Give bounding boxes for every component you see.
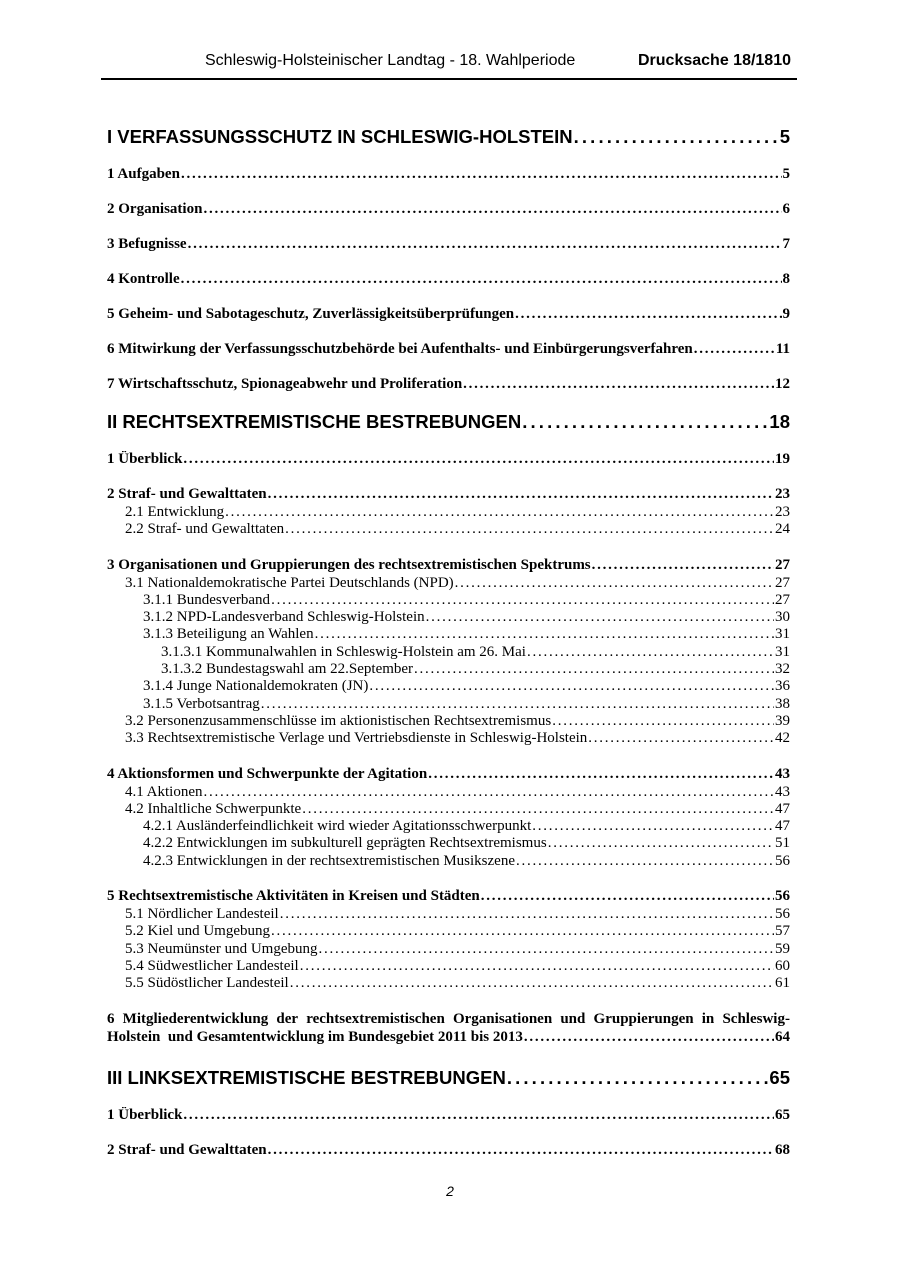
toc-entry-title: 3 Organisationen und Gruppierungen des rechtsextremistischen Spektrums bbox=[107, 556, 591, 573]
toc-leader-dots bbox=[181, 166, 782, 183]
toc-leader-dots bbox=[318, 941, 774, 958]
toc-leader-dots bbox=[268, 486, 774, 503]
toc-subsection[interactable] bbox=[107, 575, 790, 592]
header-doc-number: Drucksache 18/1810 bbox=[638, 52, 791, 69]
toc-leader-dots bbox=[428, 766, 774, 783]
toc-leader-dots bbox=[302, 801, 774, 818]
toc-leader-dots bbox=[268, 1142, 774, 1159]
toc-subsection[interactable] bbox=[107, 730, 790, 747]
toc-section[interactable] bbox=[107, 306, 790, 324]
toc-entry-title: 3.1 Nationaldemokratische Partei Deutschlands (NPD) bbox=[125, 574, 454, 591]
toc-entry-page: 31 bbox=[775, 626, 790, 643]
toc-section[interactable] bbox=[107, 486, 790, 504]
toc-wrapped-word: und bbox=[560, 1010, 586, 1027]
toc-entry-title: 3.1.3.2 Bundestagswahl am 22.September bbox=[161, 661, 414, 678]
toc-leader-dots bbox=[369, 678, 774, 695]
toc-wrapped-word: der bbox=[276, 1010, 299, 1027]
toc-section[interactable] bbox=[107, 341, 790, 359]
toc-chapter[interactable] bbox=[107, 411, 790, 435]
toc-subsection[interactable] bbox=[107, 906, 790, 923]
toc-wrapped-word: Gruppierungen bbox=[593, 1010, 694, 1027]
toc-entry-title: 4.2.2 Entwicklungen im subkulturell geprägten Rechtsextremismus bbox=[143, 835, 547, 852]
toc-entry-title: 4.2.1 Ausländerfeindlichkeit wird wieder Agitationsschwerpunkt bbox=[143, 818, 532, 835]
toc-entry-title: 1 Überblick bbox=[107, 451, 183, 467]
toc-entry-page: 43 bbox=[775, 783, 790, 800]
toc-entry-page: 32 bbox=[775, 661, 790, 678]
toc-subsection[interactable] bbox=[107, 923, 790, 940]
toc-leader-dots bbox=[463, 376, 774, 393]
toc-leader-dots bbox=[524, 1029, 774, 1046]
toc-entry-title: I VERFASSUNGSSCHUTZ IN SCHLESWIG-HOLSTEIN bbox=[107, 126, 573, 147]
toc-leader-dots bbox=[481, 888, 774, 905]
toc-entry-title: 3.2 Personenzusammenschlüsse im aktionistischen Rechtsextremismus bbox=[125, 712, 552, 729]
toc-entry-title: 3.1.5 Verbotsantrag bbox=[143, 695, 260, 712]
toc-subsection[interactable] bbox=[107, 853, 790, 870]
toc-section[interactable] bbox=[107, 376, 790, 394]
toc-entry-title: 5.4 Südwestlicher Landesteil bbox=[125, 957, 299, 974]
toc-chapter[interactable] bbox=[107, 126, 790, 150]
toc-entry-page: 68 bbox=[775, 1141, 790, 1158]
toc-section[interactable] bbox=[107, 166, 790, 184]
toc-leader-dots bbox=[507, 1067, 769, 1089]
toc-subsection[interactable] bbox=[107, 644, 790, 661]
toc-entry-page: 51 bbox=[775, 835, 790, 852]
toc-wrapped-word: Schleswig- bbox=[722, 1010, 790, 1027]
toc-subsection[interactable] bbox=[107, 801, 790, 818]
toc-leader-dots bbox=[515, 306, 781, 323]
toc-entry-page: 18 bbox=[769, 411, 790, 432]
toc-entry-page: 59 bbox=[775, 940, 790, 957]
toc-entry-page: 12 bbox=[775, 376, 790, 392]
toc-leader-dots bbox=[574, 126, 779, 148]
toc-entry-title: 5 Geheim- und Sabotageschutz, Zuverlässigkeitsüberprüfungen bbox=[107, 306, 515, 322]
toc-section-wrapped[interactable] bbox=[107, 1011, 790, 1047]
toc-entry-page: 56 bbox=[775, 906, 790, 923]
toc-entry-page: 38 bbox=[775, 695, 790, 712]
toc-entry-page: 57 bbox=[775, 923, 790, 940]
toc-entry-title: 1 Aufgaben bbox=[107, 166, 180, 182]
toc-entry-title: 2 Straf- und Gewalttaten bbox=[107, 486, 267, 502]
toc-entry-title: 3.1.4 Junge Nationaldemokraten (JN) bbox=[143, 678, 369, 695]
toc-entry-page: 64 bbox=[775, 1028, 790, 1045]
toc-leader-dots bbox=[225, 504, 774, 521]
toc-entry-page: 43 bbox=[775, 765, 790, 782]
toc-leader-dots bbox=[592, 557, 774, 574]
header-title: Schleswig-Holsteinischer Landtag - 18. Wahlperiode bbox=[205, 52, 576, 69]
toc-leader-dots bbox=[552, 713, 774, 730]
toc-entry-title: 7 Wirtschaftsschutz, Spionageabwehr und Proliferation bbox=[107, 376, 463, 392]
toc-subsection[interactable] bbox=[107, 609, 790, 626]
toc-wrapped-line-2 bbox=[107, 1029, 790, 1047]
toc-leader-dots bbox=[414, 661, 774, 678]
toc-leader-dots bbox=[426, 609, 774, 626]
toc-entry-page: 11 bbox=[775, 341, 790, 357]
toc-entry-title: 5.1 Nördlicher Landesteil bbox=[125, 906, 279, 923]
toc-subsection[interactable] bbox=[107, 521, 790, 538]
toc-section[interactable] bbox=[107, 766, 790, 784]
toc-section[interactable] bbox=[107, 451, 790, 469]
toc-entry-page: 8 bbox=[782, 271, 790, 287]
toc-leader-dots bbox=[188, 236, 782, 253]
toc-entry-title: Holstein und Gesamtentwicklung im Bundesgebiet 2011 bis 2013 bbox=[107, 1028, 523, 1045]
toc-entry-page: 27 bbox=[775, 591, 790, 608]
toc-section[interactable] bbox=[107, 236, 790, 254]
toc-subsection[interactable] bbox=[107, 678, 790, 695]
toc-entry-page: 7 bbox=[782, 236, 790, 252]
page-number: 2 bbox=[446, 1183, 454, 1199]
toc-entry-page: 65 bbox=[775, 1106, 790, 1123]
toc-entry-title: 6 Mitwirkung der Verfassungsschutzbehörde bei Aufenthalts- und Einbürgerungsverfahren bbox=[107, 341, 693, 357]
toc-entry-page: 65 bbox=[769, 1066, 790, 1088]
toc-entry-page: 39 bbox=[775, 712, 790, 729]
toc-entry-title: 3.1.2 NPD-Landesverband Schleswig-Holstein bbox=[143, 609, 425, 626]
toc-wrapped-word: Organisationen bbox=[452, 1010, 553, 1027]
toc-entry-title: 5.5 Südöstlicher Landesteil bbox=[125, 975, 289, 992]
toc-entry-page: 60 bbox=[775, 957, 790, 974]
toc-entry-page: 6 bbox=[782, 201, 790, 217]
toc-leader-dots bbox=[694, 341, 775, 358]
toc-entry-title: 2.1 Entwicklung bbox=[125, 504, 225, 520]
toc-wrapped-number: 6 bbox=[107, 1010, 115, 1027]
toc-leader-dots bbox=[588, 730, 774, 747]
toc-subsection[interactable] bbox=[107, 835, 790, 852]
toc-leader-dots bbox=[548, 835, 774, 852]
toc-section[interactable] bbox=[107, 201, 790, 219]
page-header bbox=[101, 50, 797, 80]
toc-entry-title: 3 Befugnisse bbox=[107, 236, 187, 252]
toc-leader-dots bbox=[183, 451, 774, 468]
toc-chapter[interactable] bbox=[107, 1067, 790, 1091]
toc-entry-page: 5 bbox=[782, 166, 790, 182]
toc-entry-title: 3.1.3.1 Kommunalwahlen in Schleswig-Holstein am 26. Mai bbox=[161, 643, 526, 660]
toc-entry-page: 27 bbox=[775, 574, 790, 591]
toc-subsection[interactable] bbox=[107, 696, 790, 713]
toc-leader-dots bbox=[300, 958, 774, 975]
toc-leader-dots bbox=[181, 271, 782, 288]
toc-entry-page: 42 bbox=[775, 730, 790, 747]
toc-leader-dots bbox=[271, 592, 774, 609]
toc-entry-title: 4 Kontrolle bbox=[107, 271, 180, 287]
toc-leader-dots bbox=[203, 201, 781, 218]
toc-leader-dots bbox=[183, 1107, 774, 1124]
toc-entry-page: 31 bbox=[775, 643, 790, 660]
toc-leader-dots bbox=[315, 626, 774, 643]
toc-leader-dots bbox=[455, 575, 774, 592]
toc-leader-dots bbox=[285, 521, 774, 538]
toc-entry-page: 47 bbox=[775, 800, 790, 817]
toc-subsection[interactable] bbox=[107, 713, 790, 730]
toc-wrapped-word: in bbox=[701, 1010, 715, 1027]
toc-leader-dots bbox=[261, 696, 774, 713]
table-of-contents bbox=[107, 126, 790, 1177]
toc-entry-title: 4.2 Inhaltliche Schwerpunkte bbox=[125, 800, 302, 817]
toc-entry-title: 4.2.3 Entwicklungen in der rechtsextremistischen Musikszene bbox=[143, 852, 515, 869]
toc-entry-title: 4.1 Aktionen bbox=[125, 783, 203, 800]
toc-entry-page: 36 bbox=[775, 678, 790, 695]
toc-entry-title: 2 Straf- und Gewalttaten bbox=[107, 1141, 267, 1158]
toc-entry-page: 19 bbox=[775, 451, 790, 467]
toc-subsection[interactable] bbox=[107, 941, 790, 958]
toc-wrapped-word: rechtsextremistischen bbox=[306, 1010, 445, 1027]
toc-entry-title: 2.2 Straf- und Gewalttaten bbox=[125, 521, 285, 538]
toc-entry-page: 56 bbox=[775, 852, 790, 869]
toc-section[interactable] bbox=[107, 1107, 790, 1125]
toc-entry-title: 1 Überblick bbox=[107, 1106, 183, 1123]
toc-section[interactable] bbox=[107, 888, 790, 906]
toc-entry-title: 4 Aktionsformen und Schwerpunkte der Agitation bbox=[107, 765, 428, 782]
toc-section[interactable] bbox=[107, 1142, 790, 1160]
toc-leader-dots bbox=[522, 411, 768, 433]
toc-entry-title: 5.2 Kiel und Umgebung bbox=[125, 923, 270, 940]
toc-leader-dots bbox=[516, 853, 774, 870]
toc-subsection[interactable] bbox=[107, 818, 790, 835]
toc-entry-title: 3.3 Rechtsextremistische Verlage und Vertriebsdienste in Schleswig-Holstein bbox=[125, 730, 588, 747]
toc-wrapped-line-1 bbox=[107, 1011, 790, 1029]
toc-section[interactable] bbox=[107, 557, 790, 575]
toc-entry-title: 3.1.1 Bundesverband bbox=[143, 591, 271, 608]
toc-leader-dots bbox=[280, 906, 774, 923]
toc-entry-title: 2 Organisation bbox=[107, 201, 203, 217]
toc-entry-page: 61 bbox=[775, 975, 790, 992]
toc-entry-page: 24 bbox=[775, 521, 790, 538]
toc-leader-dots bbox=[271, 923, 774, 940]
toc-wrapped-word: Mitgliederentwicklung bbox=[122, 1010, 269, 1027]
toc-entry-page: 56 bbox=[775, 888, 790, 905]
toc-entry-page: 5 bbox=[779, 126, 790, 147]
toc-entry-page: 30 bbox=[775, 609, 790, 626]
toc-subsection[interactable] bbox=[107, 504, 790, 521]
toc-entry-title: 5 Rechtsextremistische Aktivitäten in Kreisen und Städten bbox=[107, 888, 480, 905]
toc-subsection[interactable] bbox=[107, 661, 790, 678]
toc-leader-dots bbox=[527, 644, 774, 661]
toc-section[interactable] bbox=[107, 271, 790, 289]
toc-entry-page: 23 bbox=[775, 504, 790, 520]
toc-leader-dots bbox=[290, 975, 774, 992]
toc-entry-page: 27 bbox=[775, 556, 790, 573]
toc-subsection[interactable] bbox=[107, 958, 790, 975]
toc-entry-title: 5.3 Neumünster und Umgebung bbox=[125, 940, 318, 957]
toc-subsection[interactable] bbox=[107, 626, 790, 643]
toc-leader-dots bbox=[204, 784, 775, 801]
toc-subsection[interactable] bbox=[107, 784, 790, 801]
toc-leader-dots bbox=[532, 818, 774, 835]
toc-entry-page: 47 bbox=[775, 818, 790, 835]
toc-entry-page: 23 bbox=[775, 486, 790, 502]
toc-entry-title: II RECHTSEXTREMISTISCHE BESTREBUNGEN bbox=[107, 411, 522, 432]
toc-entry-title: III LINKSEXTREMISTISCHE BESTREBUNGEN bbox=[107, 1066, 506, 1088]
toc-entry-page: 9 bbox=[782, 306, 790, 322]
toc-subsection[interactable] bbox=[107, 592, 790, 609]
toc-entry-title: 3.1.3 Beteiligung an Wahlen bbox=[143, 626, 314, 643]
toc-subsection[interactable] bbox=[107, 975, 790, 992]
